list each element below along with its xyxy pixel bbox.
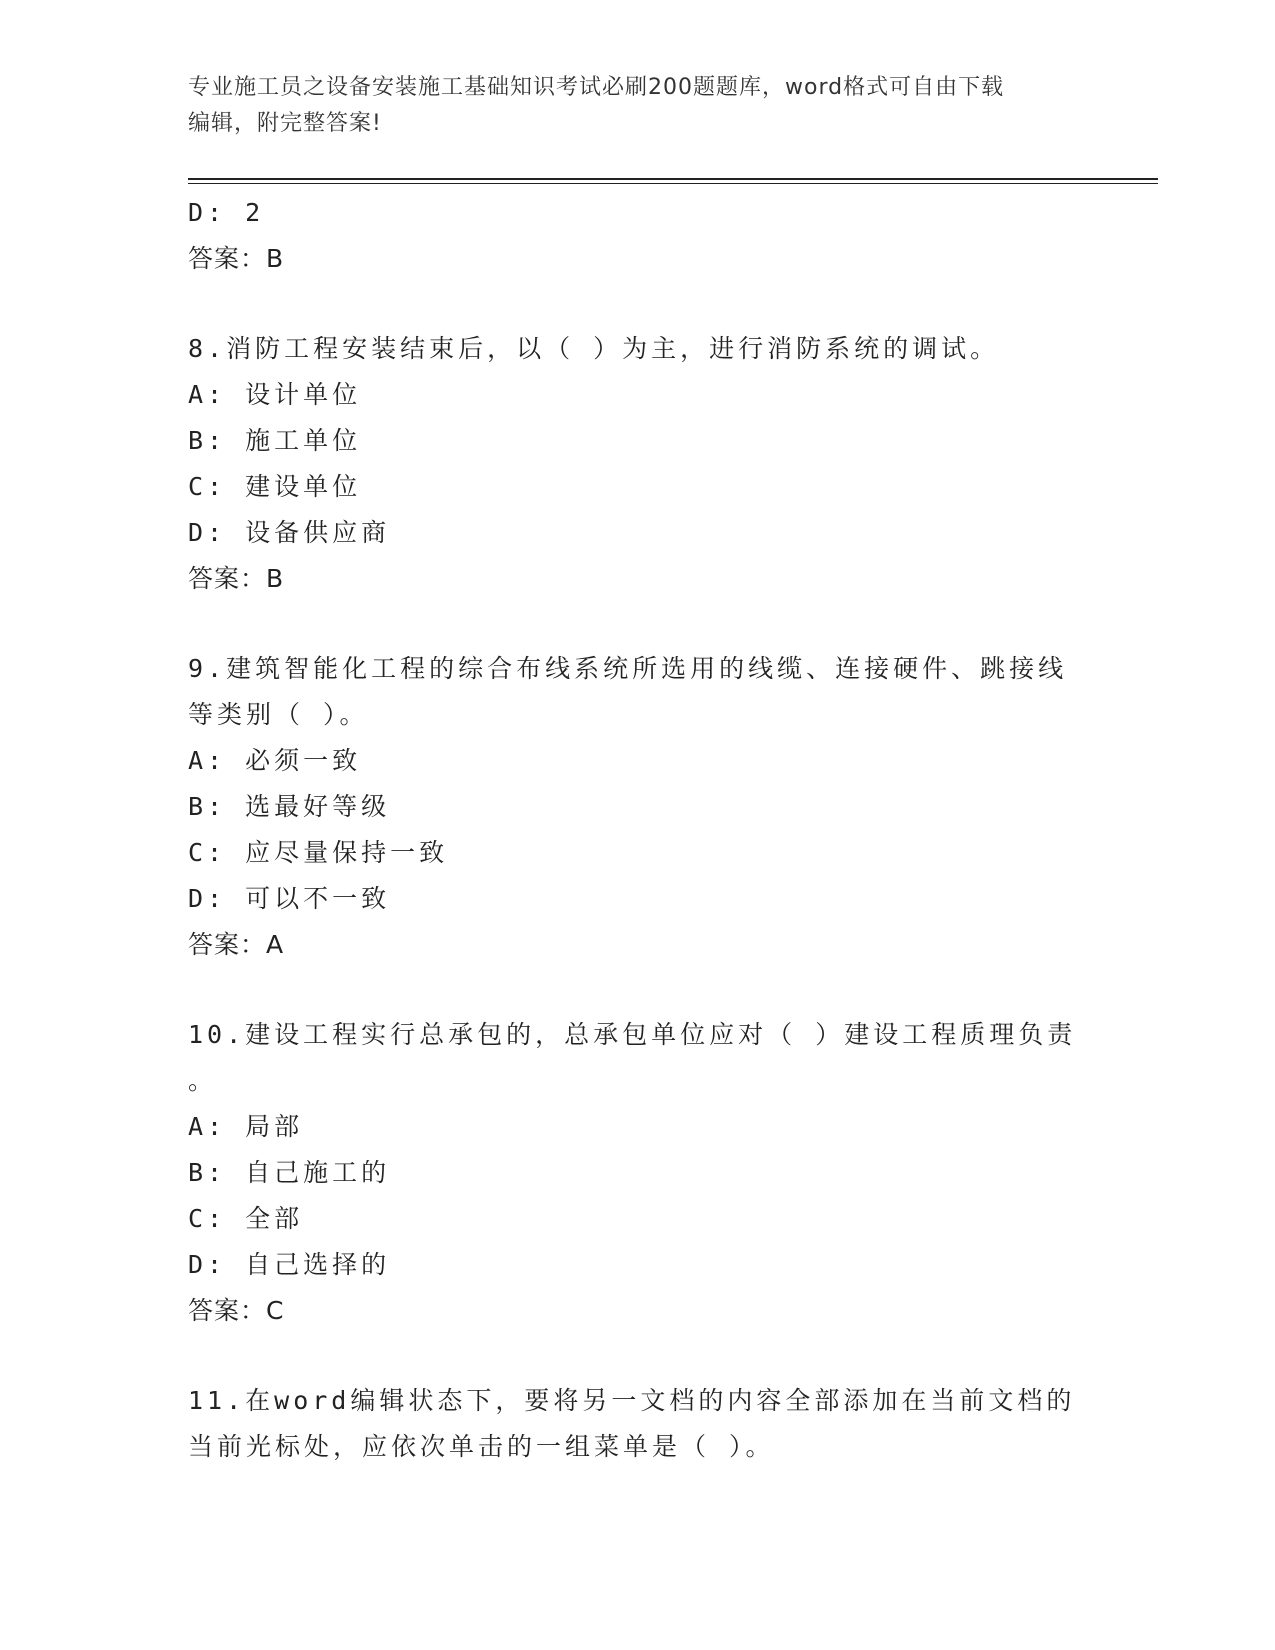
spacer — [188, 282, 1088, 326]
header-rule-thick — [188, 178, 1158, 180]
question-9-answer: 答案：A — [188, 930, 285, 959]
question-11-text-line-2: 当前光标处，应依次单击的一组菜单是（ ）。 — [188, 1432, 775, 1461]
spacer — [188, 602, 1088, 646]
document-header — [188, 70, 1088, 142]
question-9-text-line-2: 等类别（ ）。 — [188, 700, 369, 729]
question-10-option-b: B: 自己施工的 — [188, 1158, 391, 1187]
question-10-option-c: C: 全部 — [188, 1204, 304, 1233]
question-10-option-a: A: 局部 — [188, 1112, 304, 1141]
question-9-option-d: D: 可以不一致 — [188, 884, 391, 913]
question-9-option-c: C: 应尽量保持一致 — [188, 838, 449, 867]
option-d: D: 2 — [188, 198, 265, 227]
question-8-text: 8.消防工程安装结束后，以（ ）为主，进行消防系统的调试。 — [188, 334, 1000, 363]
question-8-option-a: A: 设计单位 — [188, 380, 362, 409]
header-title-line-1: 专业施工员之设备安装施工基础知识考试必刷200题题库，word格式可自由下载 — [188, 75, 1005, 100]
spacer — [188, 1334, 1088, 1378]
question-11-text-line-1: 11.在word编辑状态下，要将另一文档的内容全部添加在当前文档的 — [188, 1386, 1076, 1415]
header-title-line-2: 编辑，附完整答案! — [188, 111, 382, 136]
question-10-option-d: D: 自己选择的 — [188, 1250, 391, 1279]
question-8-answer: 答案：B — [188, 564, 285, 593]
question-8-option-b: B: 施工单位 — [188, 426, 362, 455]
question-10-text-line-2: 。 — [188, 1066, 218, 1095]
question-8-option-d: D: 设备供应商 — [188, 518, 391, 547]
answer-line: 答案：B — [188, 244, 285, 273]
question-10-text-line-1: 10.建设工程实行总承包的，总承包单位应对（ ）建设工程质理负责 — [188, 1020, 1077, 1049]
header-rule-thin — [188, 183, 1158, 184]
question-8-option-c: C: 建设单位 — [188, 472, 362, 501]
question-content — [188, 190, 1088, 1470]
question-9-option-b: B: 选最好等级 — [188, 792, 391, 821]
question-9-option-a: A: 必须一致 — [188, 746, 362, 775]
spacer — [188, 968, 1088, 1012]
question-10-answer: 答案：C — [188, 1296, 285, 1325]
question-9-text-line-1: 9.建筑智能化工程的综合布线系统所选用的线缆、连接硬件、跳接线 — [188, 654, 1068, 683]
